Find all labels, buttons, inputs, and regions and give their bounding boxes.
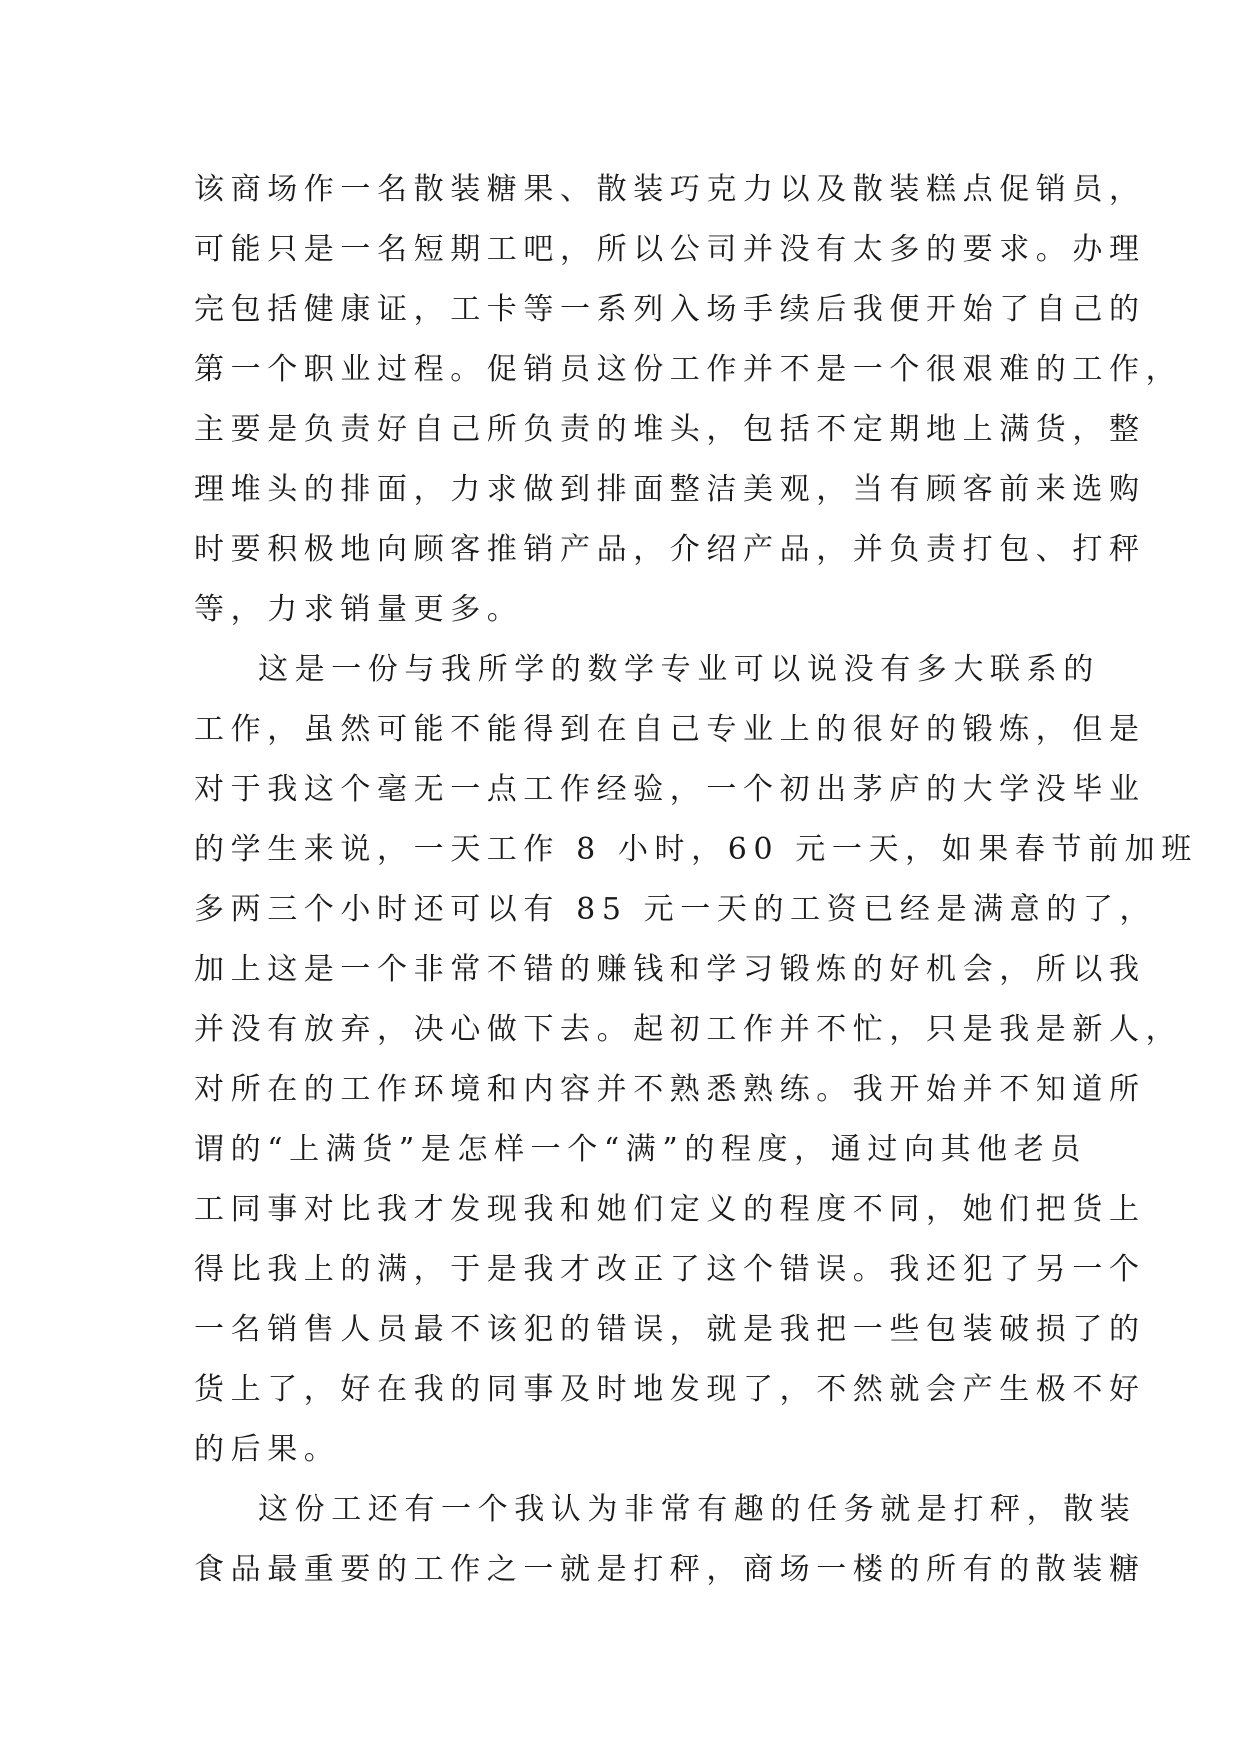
text-line: 该商场作一名散装糖果、散装巧克力以及散装糕点促销员， xyxy=(194,172,1146,207)
text-line: 的学生来说，一天工作 8 小时，60 元一天，如果春节前加班 xyxy=(194,832,1198,867)
body-text xyxy=(194,160,1198,1600)
paragraph-start-line: 这份工还有一个我认为非常有趣的任务就是打秤，散装 xyxy=(258,1492,1137,1527)
text-line: 的后果。 xyxy=(194,1432,341,1467)
text-line: 第一个职业过程。促销员这份工作并不是一个很艰难的工作， xyxy=(194,352,1183,387)
text-line: 时要积极地向顾客推销产品，介绍产品，并负责打包、打秤 xyxy=(194,532,1146,567)
text-line: 主要是负责好自己所负责的堆头，包括不定期地上满货，整 xyxy=(194,412,1146,447)
text-line: 等，力求销量更多。 xyxy=(194,592,524,627)
text-line: 工同事对比我才发现我和她们定义的程度不同，她们把货上 xyxy=(194,1192,1146,1227)
text-line: 可能只是一名短期工吧，所以公司并没有太多的要求。办理 xyxy=(194,232,1146,267)
text-line: 完包括健康证，工卡等一系列入场手续后我便开始了自己的 xyxy=(194,292,1146,327)
text-line: 对所在的工作环境和内容并不熟悉熟练。我开始并不知道所 xyxy=(194,1072,1146,1107)
text-line: 工作，虽然可能不能得到在自己专业上的很好的锻炼，但是 xyxy=(194,712,1146,747)
text-line: 理堆头的排面，力求做到排面整洁美观，当有顾客前来选购 xyxy=(194,472,1146,507)
text-line: 多两三个小时还可以有 85 元一天的工资已经是满意的了， xyxy=(194,892,1157,927)
text-line: 一名销售人员最不该犯的错误，就是我把一些包装破损了的 xyxy=(194,1312,1146,1347)
text-line: 加上这是一个非常不错的赚钱和学习锻炼的好机会，所以我 xyxy=(194,952,1146,987)
text-line: 食品最重要的工作之一就是打秤，商场一楼的所有的散装糖 xyxy=(194,1552,1146,1587)
paragraph-start-line: 这是一份与我所学的数学专业可以说没有多大联系的 xyxy=(258,652,1100,687)
text-line: 谓的“上满货”是怎样一个“满”的程度，通过向其他老员 xyxy=(194,1132,1087,1167)
text-line: 货上了，好在我的同事及时地发现了，不然就会产生极不好 xyxy=(194,1372,1146,1407)
text-line: 并没有放弃，决心做下去。起初工作并不忙，只是我是新人， xyxy=(194,1012,1183,1047)
text-line: 对于我这个毫无一点工作经验，一个初出茅庐的大学没毕业 xyxy=(194,772,1146,807)
text-line: 得比我上的满，于是我才改正了这个错误。我还犯了另一个 xyxy=(194,1252,1146,1287)
